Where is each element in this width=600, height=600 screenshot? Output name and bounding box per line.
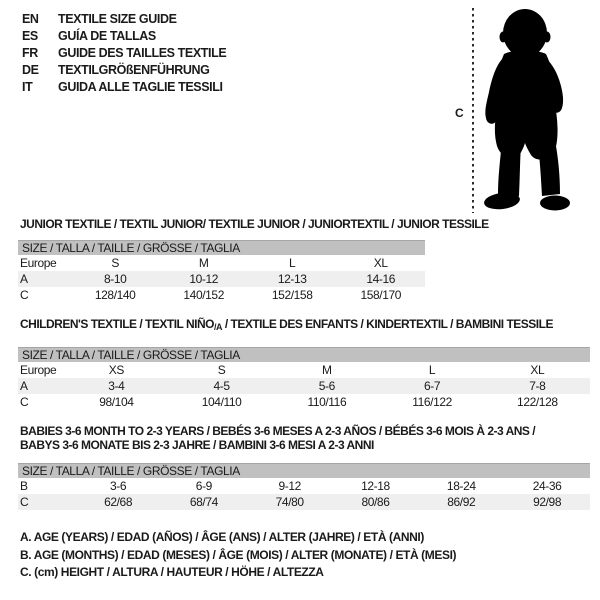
cell: 122/128 <box>517 395 558 409</box>
footnote-c: C. (cm) HEIGHT / ALTURA / HAUTEUR / HÖHE / ALTEZZA <box>20 565 324 579</box>
section-title-junior: JUNIOR TEXTILE / TEXTIL JUNIOR/ TEXTILE JUNIOR / JUNIORTEXTIL / JUNIOR TESSILE <box>20 217 489 231</box>
toddler-silhouette-icon <box>478 6 572 212</box>
cell: 9-12 <box>278 479 301 493</box>
language-row-it <box>22 79 226 96</box>
row-label: C <box>20 395 29 409</box>
footnotes <box>20 529 456 582</box>
title-part-subscript: /A <box>213 322 222 332</box>
table-row <box>18 241 425 256</box>
language-code: IT <box>22 80 33 94</box>
table-row <box>18 464 590 479</box>
table-row <box>18 287 425 303</box>
table-row <box>18 271 425 287</box>
cell: 158/170 <box>360 288 402 302</box>
size-header-bar: SIZE / TALLA / TAILLE / GRÖSSE / TAGLIA <box>18 464 590 479</box>
row-label: A <box>18 271 71 287</box>
cell: 10-12 <box>159 271 248 287</box>
cell: 116/122 <box>412 395 452 409</box>
column-header: XL <box>373 256 388 270</box>
row-label: C <box>20 288 29 302</box>
title-line-1: BABIES 3-6 MONTH TO 2-3 YEARS / BEBÉS 3-6 MESES A 2-3 AÑOS / BÉBÉS 3-6 MOIS À 2-3 ANS / <box>20 424 536 438</box>
cell: 68/74 <box>161 494 247 510</box>
cell: 14-16 <box>336 271 425 287</box>
title-part: CHILDREN'S TEXTILE / TEXTIL NIÑO <box>20 317 214 331</box>
language-row-es <box>22 28 226 45</box>
language-code: ES <box>22 29 38 43</box>
cell: 7-8 <box>485 378 590 394</box>
language-title: GUIDA ALLE TAGLIE TESSILI <box>58 80 223 94</box>
row-label: B <box>20 479 28 493</box>
cell: 4-5 <box>169 378 274 394</box>
table-row <box>18 362 590 378</box>
language-code: DE <box>22 63 39 77</box>
cell: 140/152 <box>183 288 224 302</box>
cell: 24-36 <box>532 479 562 493</box>
cell: 3-6 <box>110 479 127 493</box>
language-row-de <box>22 62 226 79</box>
language-row-fr <box>22 45 226 62</box>
cell: 152/158 <box>271 288 313 302</box>
cell: 5-6 <box>274 378 379 394</box>
row-label: A <box>18 378 64 394</box>
babies-size-table <box>18 463 590 510</box>
row-label: Europe <box>20 256 57 270</box>
footnote-b: B. AGE (MONTHS) / EDAD (MESES) / ÂGE (MOIS) / ALTER (MONATE) / ETÀ (MESI) <box>20 547 457 562</box>
column-header: L <box>428 363 436 377</box>
section-title-children <box>20 317 553 334</box>
language-title: GUÍA DE TALLAS <box>58 29 156 43</box>
column-header: S <box>217 363 226 377</box>
title-part: / TEXTILE DES ENFANTS / KINDERTEXTIL / BAMBINI TESSILE <box>221 317 553 331</box>
section-title-babies <box>20 424 535 452</box>
language-row-en <box>22 11 226 28</box>
cell: 80/86 <box>333 494 419 510</box>
table-row <box>18 494 590 510</box>
column-header: L <box>289 256 296 270</box>
cell: 6-7 <box>379 378 484 394</box>
cell: 98/104 <box>99 395 134 409</box>
cell: 6-9 <box>195 479 212 493</box>
junior-size-table <box>18 240 425 303</box>
cell: 8-10 <box>71 271 160 287</box>
language-title: TEXTILGRÖßENFÜHRUNG <box>58 63 210 77</box>
size-header-bar: SIZE / TALLA / TAILLE / GRÖSSE / TAGLIA <box>18 348 590 363</box>
table-row <box>18 394 590 410</box>
table-row <box>18 478 590 494</box>
row-label: Europe <box>20 363 57 377</box>
table-row <box>18 348 590 363</box>
row-label: C <box>18 494 75 510</box>
footnote-a: A. AGE (YEARS) / EDAD (AÑOS) / ÂGE (ANS) / ALTER (JAHRE) / ETÀ (ANNI) <box>20 530 424 544</box>
column-header: M <box>322 363 332 377</box>
cell: 92/98 <box>504 494 590 510</box>
cell: 18-24 <box>446 479 476 493</box>
language-title: GUIDE DES TAILLES TEXTILE <box>58 46 227 60</box>
cell: 86/92 <box>418 494 504 510</box>
cell: 3-4 <box>64 378 169 394</box>
table-row <box>18 255 425 271</box>
cell: 74/80 <box>247 494 333 510</box>
column-header: M <box>198 256 209 270</box>
language-code: FR <box>22 46 38 60</box>
language-code: EN <box>22 12 39 26</box>
column-header: XS <box>108 363 124 377</box>
cell: 128/140 <box>94 288 136 302</box>
language-list <box>22 11 226 96</box>
column-header: S <box>111 256 119 270</box>
column-header: XL <box>530 363 545 377</box>
title-line-2: BABYS 3-6 MONATE BIS 2-3 JAHRE / BAMBINI 3-6 MESI A 2-3 ANNI <box>20 438 374 452</box>
children-size-table <box>18 347 590 410</box>
cell: 12-13 <box>248 271 337 287</box>
cell: 12-18 <box>361 479 390 493</box>
table-row <box>18 378 590 394</box>
height-dotted-line <box>472 8 474 213</box>
language-title: TEXTILE SIZE GUIDE <box>58 12 177 26</box>
cell: 110/116 <box>307 395 347 409</box>
height-label-c: C <box>455 106 464 120</box>
cell: 62/68 <box>75 494 161 510</box>
size-header-bar: SIZE / TALLA / TAILLE / GRÖSSE / TAGLIA <box>18 241 425 256</box>
cell: 104/110 <box>201 395 242 409</box>
